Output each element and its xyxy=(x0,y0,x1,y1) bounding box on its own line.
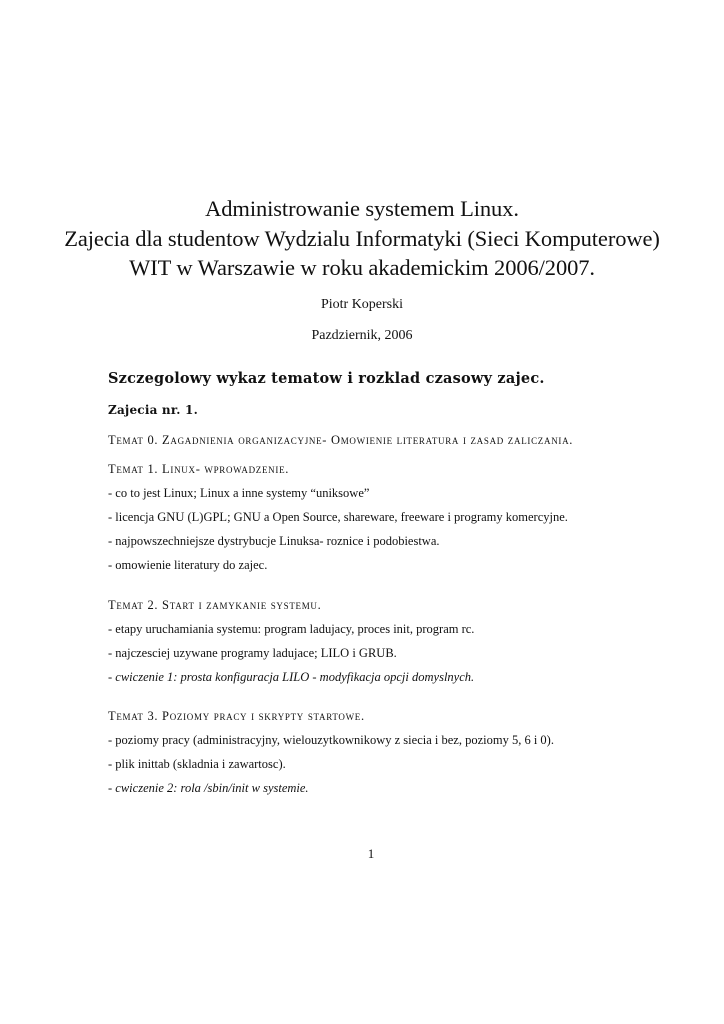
bullet-dash: - xyxy=(108,757,113,771)
list-item-text: poziomy pracy (administracyjny, wielouzytkownikowy z siecia i bez, poziomy 5, 6 i 0). xyxy=(115,733,554,747)
subsection-heading: Zajecia nr. 1. xyxy=(108,403,198,417)
bullet-dash: - xyxy=(108,558,113,572)
topic-heading: Temat 2. Start i zamykanie systemu. xyxy=(108,598,322,612)
list-item-text: najpowszechniejsze dystrybucje Linuksa- roznice i podobiestwa. xyxy=(115,534,440,548)
list-item-text: co to jest Linux; Linux a inne systemy “uniksowe” xyxy=(115,486,370,500)
list-item xyxy=(108,509,568,525)
list-item xyxy=(108,732,554,748)
bullet-dash: - xyxy=(108,486,113,500)
list-item xyxy=(108,533,440,549)
section-heading: Szczegolowy wykaz tematow i rozklad czasowy zajec. xyxy=(108,370,545,387)
list-item xyxy=(108,485,369,501)
bullet-dash: - xyxy=(108,733,113,747)
document-title-line-1: Administrowanie systemem Linux. xyxy=(205,196,519,221)
document-title-line-2: Zajecia dla studentow Wydzialu Informatyki (Sieci Komputerowe) xyxy=(64,226,660,251)
list-item xyxy=(108,756,286,772)
bullet-dash: - xyxy=(108,670,113,684)
exercise-text: cwiczenie 2: rola /sbin/init w systemie. xyxy=(115,781,309,795)
bullet-dash: - xyxy=(108,622,113,636)
list-item-text: plik inittab (skladnia i zawartosc). xyxy=(115,757,286,771)
list-item xyxy=(108,645,397,661)
document-title-line-3: WIT w Warszawie w roku akademickim 2006/2007. xyxy=(129,255,595,280)
bullet-dash: - xyxy=(108,510,113,524)
bullet-dash: - xyxy=(108,534,113,548)
exercise-item xyxy=(108,780,309,796)
bullet-dash: - xyxy=(108,781,113,795)
bullet-dash: - xyxy=(108,646,113,660)
author-name: Piotr Koperski xyxy=(320,297,404,312)
list-item-text: omowienie literatury do zajec. xyxy=(115,558,268,572)
topic-heading: Temat 1. Linux- wprowadzenie. xyxy=(108,462,290,476)
list-item-text: etapy uruchamiania systemu: program ladujacy, proces init, program rc. xyxy=(115,622,475,636)
topic-heading: Temat 3. Poziomy pracy i skrypty startowe. xyxy=(108,709,365,723)
exercise-item xyxy=(108,669,474,685)
topic-heading: Temat 0. Zagadnienia organizacyjne- Omowienie literatura i zasad zaliczania. xyxy=(108,433,574,447)
list-item-text: najczesciej uzywane programy ladujace; LILO i GRUB. xyxy=(115,646,397,660)
list-item-text: licencja GNU (L)GPL; GNU a Open Source, shareware, freeware i programy komercyjne. xyxy=(115,510,568,524)
exercise-text: cwiczenie 1: prosta konfiguracja LILO - modyfikacja opcji domyslnych. xyxy=(115,670,475,684)
page-number: 1 xyxy=(367,846,375,861)
list-item xyxy=(108,621,474,637)
list-item xyxy=(108,557,267,573)
document-date: Pazdziernik, 2006 xyxy=(311,328,413,343)
